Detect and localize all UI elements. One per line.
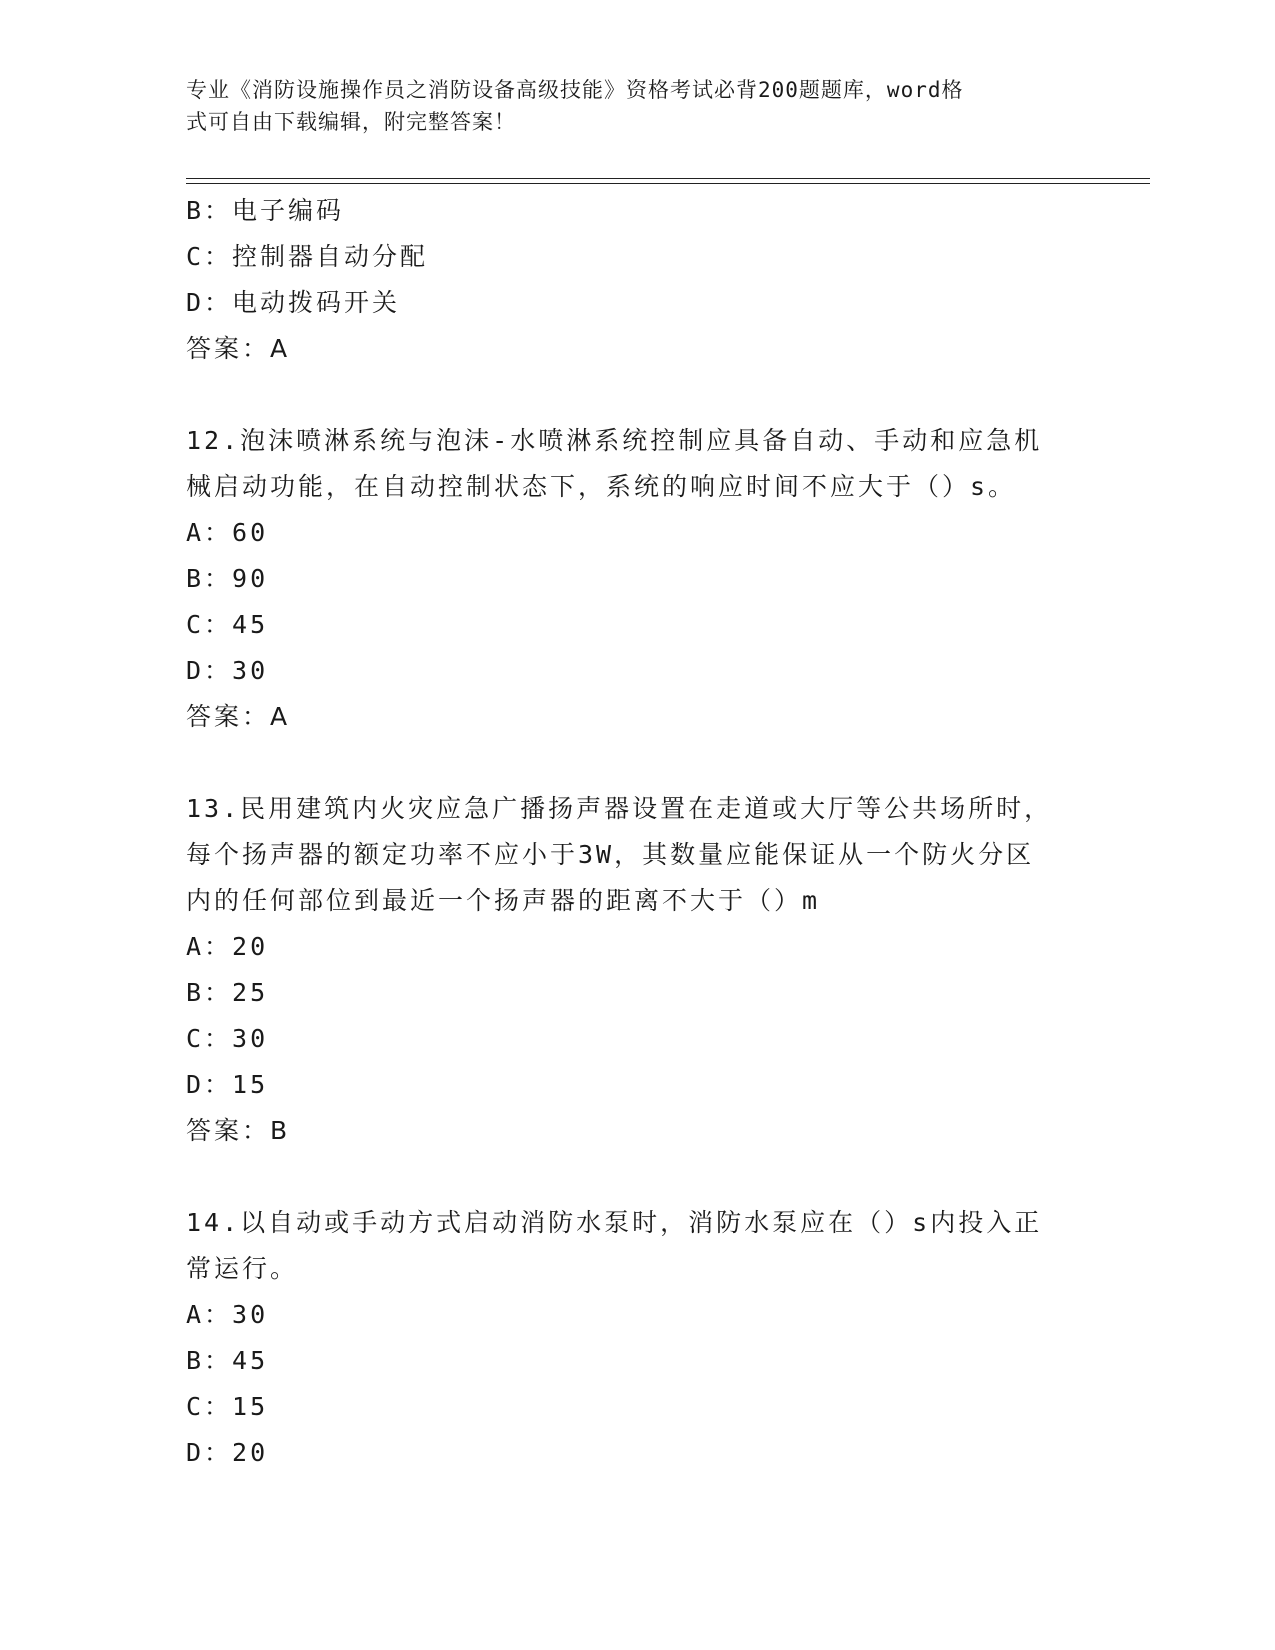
- header-line: 专业《消防设施操作员之消防设备高级技能》资格考试必背200题题库，word格: [186, 78, 964, 102]
- header-divider: [186, 183, 1150, 184]
- option-c: C：15: [186, 1392, 269, 1421]
- header-line: 式可自由下载编辑，附完整答案！: [186, 110, 516, 134]
- option-a: A：20: [186, 932, 269, 961]
- option-b: B：45: [186, 1346, 269, 1375]
- question-11-continued: [186, 188, 1066, 372]
- question-14: [186, 1200, 1066, 1476]
- option-d: D：15: [186, 1070, 269, 1099]
- question-12: [186, 418, 1066, 740]
- question-stem-line: 13.民用建筑内火灾应急广播扬声器设置在走道或大厅等公共场所时，: [186, 794, 1053, 823]
- option-a: A：60: [186, 518, 269, 547]
- question-list: [186, 188, 1066, 1476]
- answer-line: 答案：A: [186, 334, 291, 363]
- option-c: C：45: [186, 610, 269, 639]
- question-stem-line: 常运行。: [186, 1254, 299, 1283]
- option-d: D：20: [186, 1438, 269, 1467]
- option-c: C：控制器自动分配: [186, 242, 429, 271]
- question-13: [186, 786, 1066, 1154]
- answer-line: 答案：B: [186, 1116, 291, 1145]
- option-d: D：30: [186, 656, 269, 685]
- header-divider: [186, 178, 1150, 179]
- question-stem-line: 械启动功能，在自动控制状态下，系统的响应时间不应大于（）s。: [186, 472, 1017, 501]
- option-b: B：25: [186, 978, 269, 1007]
- question-stem-line: 14.以自动或手动方式启动消防水泵时，消防水泵应在（）s内投入正: [186, 1208, 1043, 1237]
- question-stem-line: 每个扬声器的额定功率不应小于3W，其数量应能保证从一个防火分区: [186, 840, 1035, 869]
- option-b: B：电子编码: [186, 196, 345, 225]
- question-stem-line: 12.泡沫喷淋系统与泡沫-水喷淋系统控制应具备自动、手动和应急机: [186, 426, 1043, 455]
- option-a: A：30: [186, 1300, 269, 1329]
- option-c: C：30: [186, 1024, 269, 1053]
- question-stem-line: 内的任何部位到最近一个扬声器的距离不大于（）m: [186, 886, 821, 915]
- option-b: B：90: [186, 564, 269, 593]
- document-header: [186, 74, 1066, 138]
- option-d: D：电动拨码开关: [186, 288, 401, 317]
- answer-line: 答案：A: [186, 702, 291, 731]
